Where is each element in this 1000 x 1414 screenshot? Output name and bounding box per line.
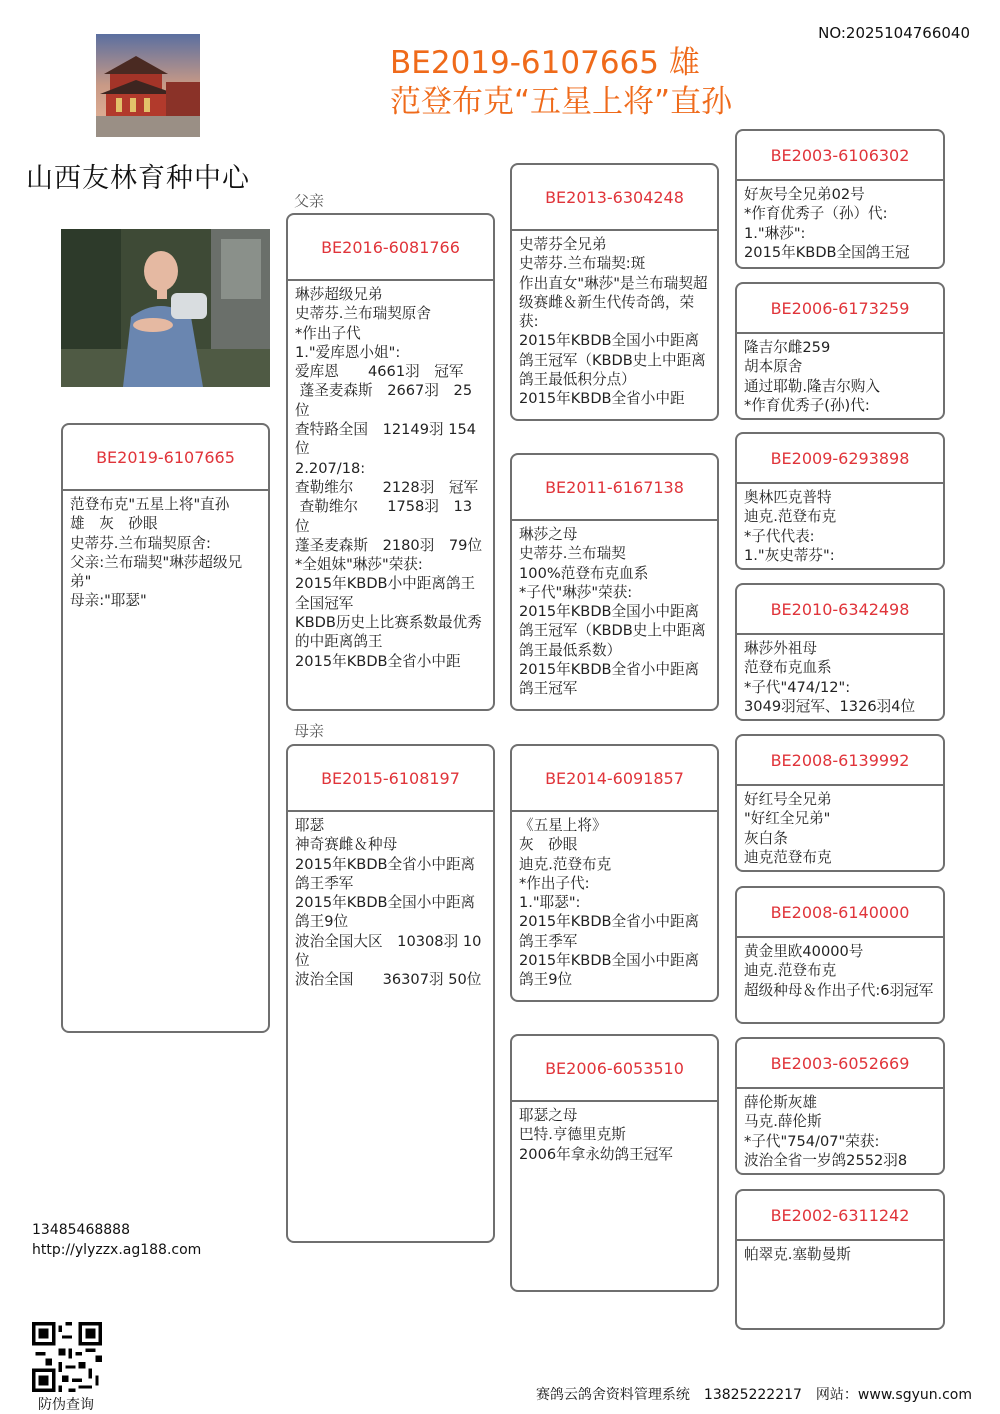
qr-code-icon[interactable]: [32, 1322, 102, 1392]
great-grandparent-7-ring-number: BE2003-6052669: [737, 1039, 943, 1089]
page-title: BE2019-6107665 雄: [390, 45, 700, 81]
loft-logo: [96, 34, 200, 137]
great-grandparent-4-card: [735, 583, 945, 721]
great-grandparent-1-card: [735, 129, 945, 269]
dam-dam-card: [510, 1034, 719, 1292]
sire-dam-ring-number: BE2011-6167138: [512, 455, 717, 521]
dam-dam-ring-number: BE2006-6053510: [512, 1036, 717, 1102]
great-grandparent-6-card: [735, 886, 945, 1024]
subject-description: 范登布克"五星上将"直孙 雄 灰 砂眼 史蒂芬.兰布瑞契原舍: 父亲:兰布瑞契"琳莎超级兄弟" 母亲:"耶瑟": [70, 496, 243, 610]
great-grandparent-3-card: [735, 432, 945, 570]
great-grandparent-2-card: [735, 282, 945, 420]
great-grandparent-1-ring-number: BE2003-6106302: [737, 131, 943, 181]
dam-sire-card: [510, 744, 719, 1002]
sire-ring-number: BE2016-6081766: [288, 215, 493, 281]
dam-ring-number: BE2015-6108197: [288, 746, 493, 812]
footer-text: 赛鸽云鸽舍资料管理系统 13825222217 网站：www.sgyun.com: [535, 1387, 972, 1403]
sire-section-label: 父亲: [294, 192, 325, 210]
great-grandparent-5-ring-number: BE2008-6139992: [737, 736, 943, 786]
breeding-center-name: 山西友林育种中心: [26, 163, 250, 194]
sire-card: [286, 213, 495, 711]
sire-sire-card: [510, 163, 719, 421]
great-grandparent-4-ring-number: BE2010-6342498: [737, 585, 943, 635]
great-grandparent-8-ring-number: BE2002-6311242: [737, 1191, 943, 1241]
sire-dam-description: 琳莎之母 史蒂芬.兰布瑞契 100%范登布克血系 *子代"琳莎"荣获: 2015年KBDB全国小中距离鸽王冠军（KBDB史上中距离鸽王最低系数） 2015年KBDB全省小中距离鸽王冠军: [519, 526, 706, 698]
great-grandparent-7-description: 薛伦斯灰雄 马克.薛伦斯 *子代"754/07"荣获: 波治全省一岁鸽2552羽8: [744, 1094, 908, 1169]
owner-photo: [61, 229, 270, 387]
great-grandparent-8-card: [735, 1189, 945, 1330]
anti-counterfeit-label: 防伪查询: [38, 1397, 94, 1413]
great-grandparent-5-card: [735, 734, 945, 872]
great-grandparent-5-description: 好红号全兄弟 "好红全兄弟" 灰白条 迪克范登布克: [744, 791, 832, 866]
great-grandparent-8-description: 帕翠克.塞勒曼斯: [744, 1246, 851, 1263]
great-grandparent-3-description: 奥林匹克普特 迪克.范登布克 *子代代表: 1."灰史蒂芬":: [744, 489, 837, 564]
dam-description: 耶瑟 神奇赛雌＆种母 2015年KBDB全省小中距离鸽王季军 2015年KBDB全国小中距离鸽王9位 波治全国大区 10308羽 10位 波治全国 36307羽 50位: [295, 817, 482, 989]
subject-ring-number: BE2019-6107665: [63, 425, 268, 491]
contact-phone: 13485468888: [32, 1222, 130, 1238]
great-grandparent-3-ring-number: BE2009-6293898: [737, 434, 943, 484]
great-grandparent-4-description: 琳莎外祖母 范登布克血系 *子代"474/12": 3049羽冠军、1326羽4位: [744, 640, 916, 715]
sire-description: 琳莎超级兄弟 史蒂芬.兰布瑞契原舍 *作出子代 1."爱库恩小姐": 爱库恩 4661羽 冠军 蓬圣麦森斯 2667羽 25位 查特路全国 12149羽 154位 2.207/18: 查勒维尔 2128羽 冠军 查勒维尔 1758羽 13位 蓬圣麦森斯 2180羽 79位 *全姐妹"琳莎"荣获: 2015年KBDB小中距离鸽王全国冠军 KBDB历史上比赛系数最优秀的中距离鸽王 2015年KBDB全省小中距: [295, 286, 483, 670]
sire-sire-description: 史蒂芬全兄弟 史蒂芬.兰布瑞契:斑 作出直女"琳莎"是兰布瑞契超级赛雌＆新生代传奇鸽，荣获: 2015年KBDB全国小中距离鸽王冠军（KBDB史上中距离鸽王最低积分点） 2015年KBDB全省小中距: [519, 236, 708, 408]
sire-sire-ring-number: BE2013-6304248: [512, 165, 717, 231]
dam-section-label: 母亲: [294, 722, 325, 740]
dam-card: [286, 744, 495, 1243]
document-number: NO:2025104766040: [818, 24, 970, 42]
page-subtitle: 范登布克“五星上将”直孙: [390, 84, 733, 120]
subject-pigeon-card: [61, 423, 270, 1033]
great-grandparent-2-description: 隆吉尔雌259 胡本原舍 通过耶勒.隆吉尔购入 *作育优秀子(孙)代:: [744, 339, 880, 414]
great-grandparent-6-ring-number: BE2008-6140000: [737, 888, 943, 938]
contact-website-link[interactable]: http://ylyzzx.ag188.com: [32, 1242, 202, 1258]
great-grandparent-7-card: [735, 1037, 945, 1175]
great-grandparent-2-ring-number: BE2006-6173259: [737, 284, 943, 334]
sire-dam-card: [510, 453, 719, 711]
dam-sire-description: 《五星上将》 灰 砂眼 迪克.范登布克 *作出子代: 1."耶瑟": 2015年KBDB全省小中距离鸽王季军 2015年KBDB全国小中距离鸽王9位: [519, 817, 700, 989]
great-grandparent-6-description: 黄金里欧40000号 迪克.范登布克 超级种母＆作出子代:6羽冠军: [744, 943, 934, 999]
dam-dam-description: 耶瑟之母 巴特.亨德里克斯 2006年拿永幼鸽王冠军: [519, 1107, 673, 1163]
great-grandparent-1-description: 好灰号全兄弟02号 *作育优秀子（孙）代: 1."琳莎": 2015年KBDB全国鸽王冠: [744, 186, 910, 261]
dam-sire-ring-number: BE2014-6091857: [512, 746, 717, 812]
